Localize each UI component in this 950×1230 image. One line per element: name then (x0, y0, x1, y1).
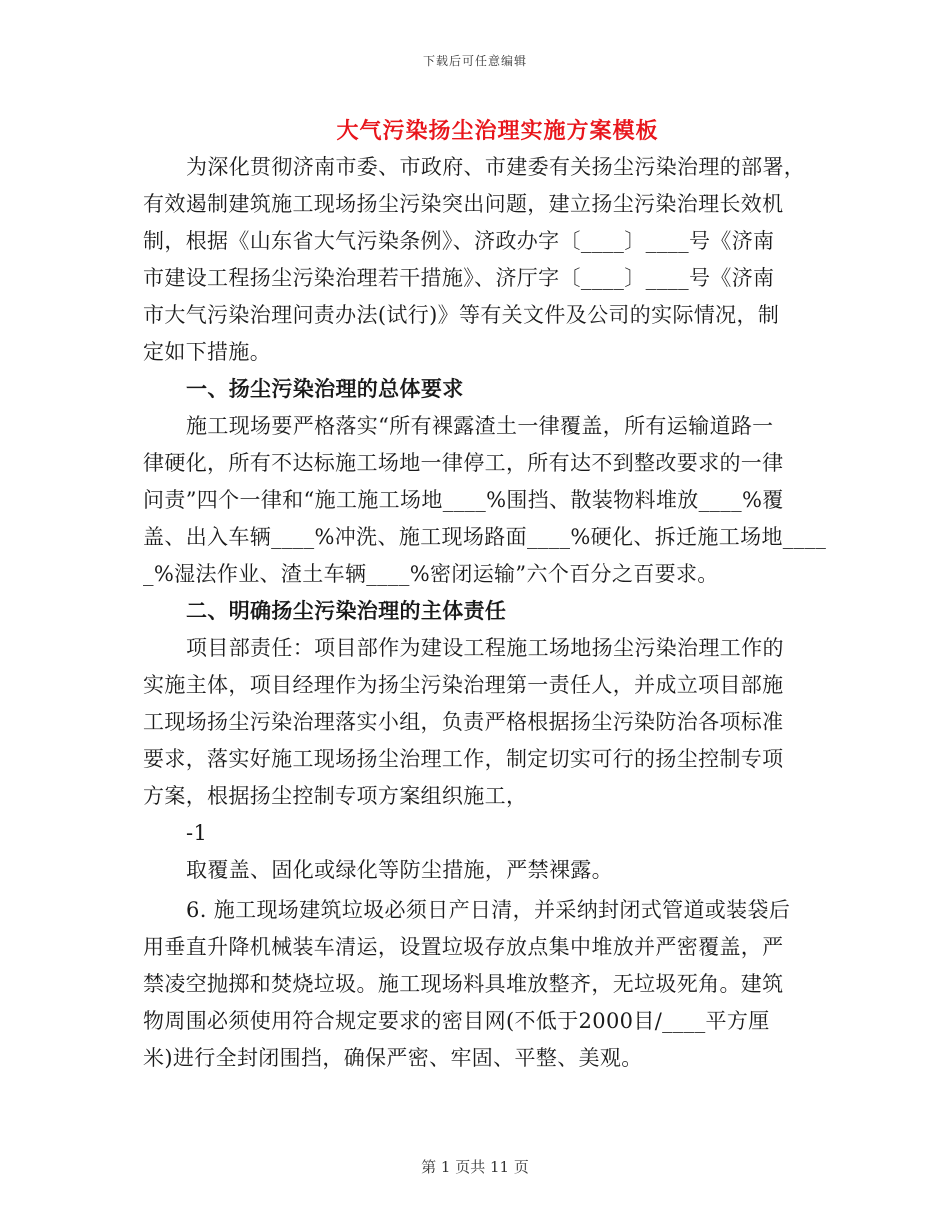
paragraph-line: 市建设工程扬尘污染治理若干措施》、济厅字〔____〕____号《济南 (143, 266, 775, 290)
paragraph-line: 项目部责任：项目部作为建设工程施工场地扬尘污染治理工作的 (186, 636, 784, 660)
page-footer: 第 1 页共 11 页 (421, 1158, 529, 1176)
paragraph-line: 有效遏制建筑施工现场扬尘污染突出问题，建立扬尘污染治理长效机 (143, 192, 784, 216)
page-marker: -1 (186, 821, 208, 845)
paragraph-line: 市大气污染治理问责办法(试行)》等有关文件及公司的实际情况，制 (143, 303, 780, 327)
paragraph-line: 要求，落实好施工现场扬尘治理工作，制定切实可行的扬尘控制专项 (143, 747, 784, 771)
paragraph-line: 6. 施工现场建筑垃圾必须日产日清，并采纳封闭式管道或装袋后 (186, 898, 791, 922)
section-heading: 二、明确扬尘污染治理的主体责任 (186, 598, 507, 623)
paragraph-line: 制，根据《山东省大气污染条例》、济政办字〔____〕____号《济南 (143, 229, 775, 253)
paragraph-line: 盖、出入车辆____%冲洗、施工现场路面____%硬化、拆迁施工场地____ (143, 525, 827, 549)
paragraph-line: 禁凌空抛掷和焚烧垃圾。施工现场料具堆放整齐，无垃圾死角。建筑 (143, 972, 784, 996)
paragraph-line: 方案，根据扬尘控制专项方案组织施工， (143, 784, 528, 808)
paragraph-line: 物周围必须使用符合规定要求的密目网(不低于2000目/____平方厘 (143, 1009, 770, 1033)
header-note: 下载后可任意编辑 (422, 54, 527, 68)
paragraph-line: 米)进行全封闭围挡，确保严密、牢固、平整、美观。 (143, 1046, 643, 1070)
document-title: 大气污染扬尘治理实施方案模板 (336, 118, 659, 144)
paragraph-line: 律硬化，所有不达标施工场地一律停工，所有达不到整改要求的一律 (143, 451, 784, 475)
paragraph-line: 取覆盖、固化或绿化等防尘措施，严禁裸露。 (186, 858, 613, 882)
paragraph-line: 工现场扬尘污染治理落实小组，负责严格根据扬尘污染防治各项标准 (143, 710, 784, 734)
paragraph-line: 问责”四个一律和“施工施工场地____%围挡、散装物料堆放____%覆 (143, 488, 784, 512)
paragraph-line: 实施主体，项目经理作为扬尘污染治理第一责任人，并成立项目部施 (143, 673, 784, 697)
paragraph-line: 用垂直升降机械装车清运，设置垃圾存放点集中堆放并严密覆盖，严 (143, 935, 784, 959)
section-heading: 一、扬尘污染治理的总体要求 (186, 376, 464, 401)
paragraph-line: 定如下措施。 (143, 340, 272, 364)
paragraph-line: _%湿法作业、渣土车辆____%密闭运输”六个百分之百要求。 (143, 562, 719, 586)
paragraph-line: 为深化贯彻济南市委、市政府、市建委有关扬尘污染治理的部署， (186, 155, 806, 179)
paragraph-line: 施工现场要严格落实“所有裸露渣土一律覆盖，所有运输道路一 (186, 414, 774, 438)
